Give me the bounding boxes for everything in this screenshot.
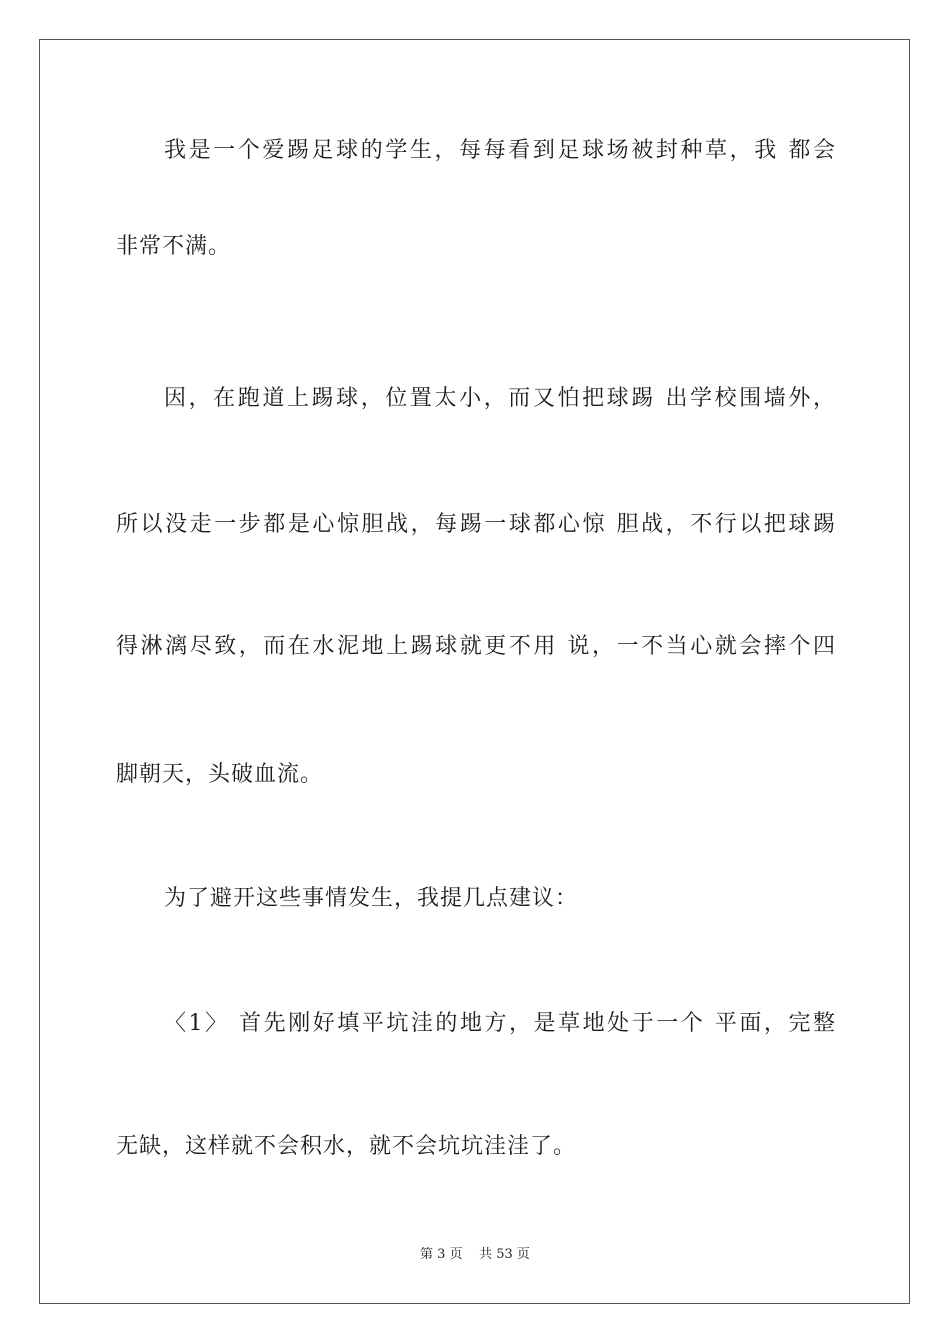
paragraph-line: 无缺，这样就不会积水，就不会坑坑洼洼了。 [116,1134,577,1159]
page-number: 第 3 页 [420,1247,463,1262]
paragraph-line: 我是一个爱踢足球的学生，每每看到足球场被封种草，我 都会 [164,138,836,163]
paragraph-line: 得淋漓尽致，而在水泥地上踢球就更不用 说，一不当心就会摔个四 [116,634,836,659]
page-footer [0,1246,950,1264]
page-frame [39,39,910,1304]
paragraph-line: 非常不满。 [116,234,232,259]
total-pages: 共 53 页 [479,1247,530,1262]
paragraph-line: 〈1〉 首先刚好填平坑洼的地方，是草地处于一个 平面，完整 [164,1011,836,1036]
paragraph-line: 所以没走一步都是心惊胆战，每踢一球都心惊 胆战，不行以把球踢 [116,512,836,537]
paragraph-line: 为了避开这些事情发生，我提几点建议： [164,886,579,911]
paragraph-line: 因，在跑道上踢球，位置太小，而又怕把球踢 出学校围墙外， [164,386,836,411]
paragraph-line: 脚朝天，头破血流。 [116,762,324,787]
